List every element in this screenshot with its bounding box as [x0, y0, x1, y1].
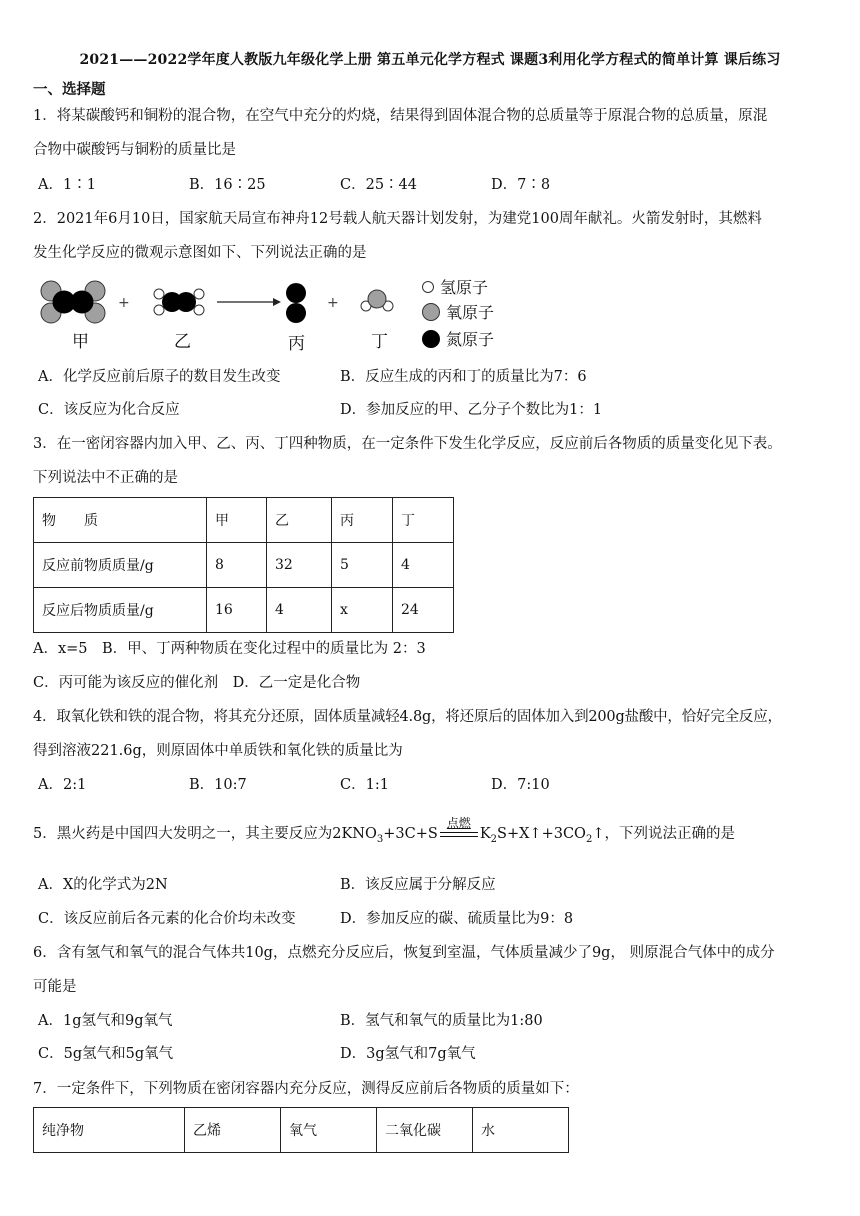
q7-data-table — [33, 1107, 569, 1153]
page-title: 2021——2022学年度人教版九年级化学上册 第五单元化学方程式 课题3利用化学方程式的简单计算 课后练习 — [79, 52, 781, 68]
section-heading: 一、选择题 — [33, 81, 106, 98]
legend-hydrogen — [422, 275, 488, 298]
table-cell: 物 质 — [34, 498, 207, 543]
q6-option-b: B．氢气和氧气的质量比为1:80 — [340, 1013, 543, 1029]
nitrogen-atom-icon — [422, 330, 440, 348]
equation-subscript: 3 — [376, 833, 384, 845]
q1-stem-line2: 合物中碳酸钙与铜粉的质量比是 — [33, 142, 236, 158]
plus-sign-1: + — [118, 295, 130, 311]
q3-stem-line2: 下列说法中不正确的是 — [33, 470, 178, 486]
table-cell: 乙烯 — [185, 1108, 281, 1153]
table-cell: 丁 — [393, 498, 454, 543]
oxygen-atom-icon — [422, 303, 440, 321]
table-cell: 4 — [393, 543, 454, 588]
table-cell: 反应前物质质量/g — [34, 543, 207, 588]
label-yi: 乙 — [174, 332, 191, 352]
table-cell: 反应后物质质量/g — [34, 588, 207, 633]
q6-option-c: C．5g氢气和5g氧气 — [38, 1046, 174, 1062]
table-cell: 4 — [267, 588, 332, 633]
table-cell: 32 — [267, 543, 332, 588]
q4-option-c: C．1:1 — [340, 777, 389, 793]
legend-oxygen-label: 氧原子 — [446, 303, 495, 322]
legend-oxygen — [422, 300, 494, 323]
q1-option-a: A．1∶1 — [38, 177, 96, 193]
q4-option-a: A．2:1 — [38, 777, 87, 793]
q4-option-d: D．7:10 — [491, 777, 550, 793]
label-ding: 丁 — [371, 332, 388, 352]
q4-stem-line2: 得到溶液221.6g，则原固体中单质铁和氧化铁的质量比为 — [33, 743, 403, 759]
q1-option-c: C．25∶44 — [340, 177, 417, 193]
q6-stem-line2: 可能是 — [33, 979, 77, 995]
equation-condition-sign — [438, 816, 480, 841]
q5-option-d: D．参加反应的碳、硫质量比为9：8 — [340, 911, 574, 927]
q3-options-line1: A．x=5 B．甲、丁两种物质在变化过程中的质量比为 2：3 — [33, 641, 426, 657]
q5-option-a: A．X的化学式为2N — [38, 877, 168, 893]
table-cell: 氧气 — [281, 1108, 377, 1153]
q3-stem-line1: 3．在一密闭容器内加入甲、乙、丙、丁四种物质，在一定条件下发生化学反应，反应前后各物质的质量变化见下表。 — [33, 436, 782, 452]
table-row — [34, 498, 454, 543]
q2-option-c: C．该反应为化合反应 — [38, 402, 180, 418]
hydrogen-atom-icon — [422, 281, 434, 293]
q7-stem: 7．一定条件下，下列物质在密闭容器内充分反应，测得反应前后各物质的质量如下： — [33, 1081, 579, 1097]
q1-option-d: D．7∶8 — [491, 177, 551, 193]
plus-sign-2: + — [327, 295, 339, 311]
equation-subscript: 2 — [585, 833, 593, 845]
q6-option-a: A．1g氢气和9g氧气 — [38, 1013, 173, 1029]
q2-option-d: D．参加反应的甲、乙分子个数比为1：1 — [340, 402, 603, 418]
reaction-diagram — [35, 272, 425, 352]
equation-condition-text: 点燃 — [446, 816, 471, 830]
q5-option-b: B．该反应属于分解反应 — [340, 877, 496, 893]
q1-stem-line1: 1．将某碳酸钙和铜粉的混合物，在空气中充分的灼烧，结果得到固体混合物的总质量等于原混合物的总质量，原混 — [33, 108, 768, 124]
equation-subscript: 2 — [490, 833, 498, 845]
equals-line-bottom — [440, 836, 478, 837]
q5-stem — [33, 816, 826, 851]
table-cell: x — [332, 588, 393, 633]
legend-hydrogen-label: 氢原子 — [440, 278, 489, 297]
q3-options-line2: C．丙可能为该反应的催化剂 D．乙一定是化合物 — [33, 675, 361, 691]
q6-stem-line1: 6．含有氢气和氧气的混合气体共10g，点燃充分反应后，恢复到室温，气体质量减少了9g， 则原混合气体中的成分 — [33, 945, 775, 961]
table-cell: 二氧化碳 — [377, 1108, 473, 1153]
label-jia: 甲 — [72, 332, 89, 352]
q4-option-b: B．10:7 — [189, 777, 247, 793]
molecule-yi — [154, 289, 204, 315]
table-cell: 8 — [207, 543, 267, 588]
q4-stem-line1: 4．取氧化铁和铁的混合物，将其充分还原，固体质量减轻4.8g，将还原后的固体加入到200g盐酸中，恰好完全反应， — [33, 709, 782, 725]
q5-option-c: C．该反应前后各元素的化合价均未改变 — [38, 911, 296, 927]
q2-stem-line1: 2．2021年6月10日，国家航天局宣布神舟12号载人航天器计划发射，为建党100周年献礼。火箭发射时，其燃料 — [33, 211, 762, 227]
table-row — [34, 543, 454, 588]
equation-products: S+X↑+3CO — [497, 826, 586, 842]
q6-option-d: D．3g氢气和7g氧气 — [340, 1046, 476, 1062]
table-cell: 纯净物 — [34, 1108, 185, 1153]
label-bing: 丙 — [288, 334, 305, 354]
q5-stem-prefix: 5．黑火药是中国四大发明之一，其主要反应为 — [33, 826, 333, 842]
reaction-arrow — [217, 298, 281, 306]
table-row — [34, 588, 454, 633]
table-cell: 16 — [207, 588, 267, 633]
molecule-ding — [361, 290, 393, 311]
table-cell: 乙 — [267, 498, 332, 543]
table-cell: 24 — [393, 588, 454, 633]
legend-nitrogen — [422, 327, 494, 350]
table-cell: 5 — [332, 543, 393, 588]
table-cell: 甲 — [207, 498, 267, 543]
legend-nitrogen-label: 氮原子 — [446, 330, 495, 349]
table-cell: 丙 — [332, 498, 393, 543]
molecule-jia — [41, 281, 105, 323]
equation-product-k: K — [479, 826, 491, 842]
table-row — [34, 1108, 569, 1153]
equation-reactants-c-s: +3C+S — [383, 826, 438, 842]
equation-reactant-kno3: 2KNO — [332, 826, 377, 842]
q2-option-b: B．反应生成的丙和丁的质量比为7：6 — [340, 369, 587, 385]
q1-option-b: B．16∶25 — [189, 177, 266, 193]
q5-stem-suffix: ↑，下列说法正确的是 — [592, 826, 735, 842]
equals-line-top — [440, 832, 478, 833]
q2-stem-line2: 发生化学反应的微观示意图如下、下列说法正确的是 — [33, 245, 367, 261]
q3-data-table — [33, 497, 454, 633]
table-cell: 水 — [473, 1108, 569, 1153]
q2-option-a: A．化学反应前后原子的数目发生改变 — [38, 369, 281, 385]
molecule-bing — [286, 283, 306, 323]
